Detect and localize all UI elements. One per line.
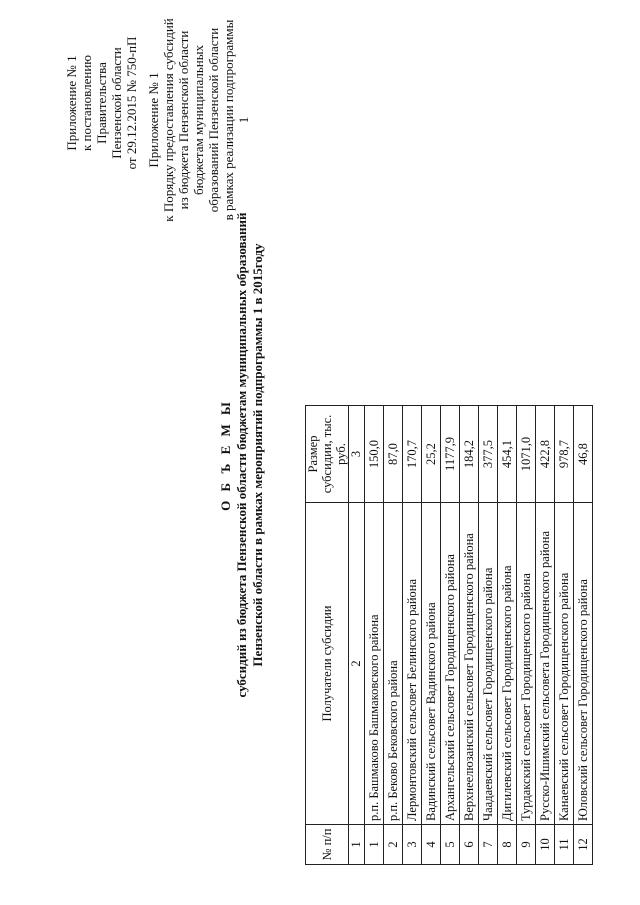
- subsidy-table: [305, 405, 593, 865]
- table-row: [479, 406, 498, 865]
- row-amount: 25,2: [422, 406, 441, 503]
- row-number: 10: [536, 825, 555, 865]
- row-amount: 150,0: [365, 406, 384, 503]
- row-number: 8: [498, 825, 517, 865]
- row-amount: 454,1: [498, 406, 517, 503]
- appendix-line: к Порядку предоставления субсидий: [161, 18, 176, 222]
- row-recipient: Архангельский сельсовет Городищенского района: [441, 503, 460, 825]
- row-amount: 1071,0: [517, 406, 536, 503]
- appendix-line: Пензенской области: [109, 47, 124, 159]
- row-recipient: Турдакский сельсовет Городищенского района: [517, 503, 536, 825]
- table-row: [441, 406, 460, 865]
- column-numbers-row: [349, 406, 365, 865]
- appendix-line: бюджетам муниципальных: [191, 45, 206, 195]
- table-header-row: [306, 406, 349, 865]
- row-recipient: р.п. Башмаково Башмаковского района: [365, 503, 384, 825]
- header-amount: Размер субсидии, тыс. руб.: [306, 406, 349, 503]
- table-row: [365, 406, 384, 865]
- row-number: 7: [479, 825, 498, 865]
- appendix-resolution-note: [64, 19, 139, 187]
- row-recipient: Канаевский сельсовет Городищенского района: [555, 503, 574, 825]
- table-row: [422, 406, 441, 865]
- appendix-line: образований Пензенской области: [206, 27, 221, 213]
- row-recipient: Чаадаевский сельсовет Городищенского района: [479, 503, 498, 825]
- row-amount: 978,7: [555, 406, 574, 503]
- table-row: [403, 406, 422, 865]
- document-title: [218, 45, 266, 865]
- header-recipient: Получатели субсидии: [306, 503, 349, 825]
- row-number: 5: [441, 825, 460, 865]
- row-amount: 184,2: [460, 406, 479, 503]
- row-recipient: Лермонтовский сельсовет Белинского района: [403, 503, 422, 825]
- table-row: [498, 406, 517, 865]
- column-number: 2: [349, 503, 365, 825]
- row-number: 4: [422, 825, 441, 865]
- row-amount: 377,5: [479, 406, 498, 503]
- row-number: 1: [365, 825, 384, 865]
- row-number: 6: [460, 825, 479, 865]
- title-line-1: субсидий из бюджета Пензенской области бюджетам муниципальных образований: [234, 212, 249, 698]
- row-amount: 170,7: [403, 406, 422, 503]
- table-row: [460, 406, 479, 865]
- column-number: 1: [349, 825, 365, 865]
- header-number: № п/п: [306, 825, 349, 865]
- column-number: 3: [349, 406, 365, 503]
- row-recipient: Русско-Ишимский сельсовета Городищенского района: [536, 503, 555, 825]
- row-recipient: Верхнеелюзанский сельсовет Городищенского района: [460, 503, 479, 825]
- row-recipient: р.п. Бековo Бековского района: [384, 503, 403, 825]
- row-recipient: Дигилевский сельсовет Городищенского района: [498, 503, 517, 825]
- table-row: [517, 406, 536, 865]
- row-amount: 422,8: [536, 406, 555, 503]
- appendix-line: Приложение № 1: [64, 55, 79, 151]
- row-number: 12: [574, 825, 593, 865]
- row-recipient: Юловский сельсовет Городищенского района: [574, 503, 593, 825]
- table-row: [574, 406, 593, 865]
- appendix-line: Приложение № 1: [146, 72, 161, 168]
- table-row: [384, 406, 403, 865]
- title-heading: О Б Ъ Е М Ы: [218, 399, 233, 511]
- row-recipient: Вадинский сельсовет Вадинского района: [422, 503, 441, 825]
- appendix-line: к постановлению Правительства: [79, 54, 109, 152]
- row-number: 3: [403, 825, 422, 865]
- row-amount: 1177,9: [441, 406, 460, 503]
- row-amount: 46,8: [574, 406, 593, 503]
- row-number: 9: [517, 825, 536, 865]
- row-amount: 87,0: [384, 406, 403, 503]
- table-row: [536, 406, 555, 865]
- appendix-line: из бюджета Пензенской области: [176, 30, 191, 210]
- title-line-2: Пензенской области в рамках мероприятий подпрограммы 1 в 2015году: [250, 243, 265, 667]
- appendix-line: от 29.12.2015 № 750-пП: [124, 36, 139, 170]
- appendix-line: в рамках реализации подпрограммы 1: [221, 19, 251, 221]
- row-number: 11: [555, 825, 574, 865]
- row-number: 2: [384, 825, 403, 865]
- table-row: [555, 406, 574, 865]
